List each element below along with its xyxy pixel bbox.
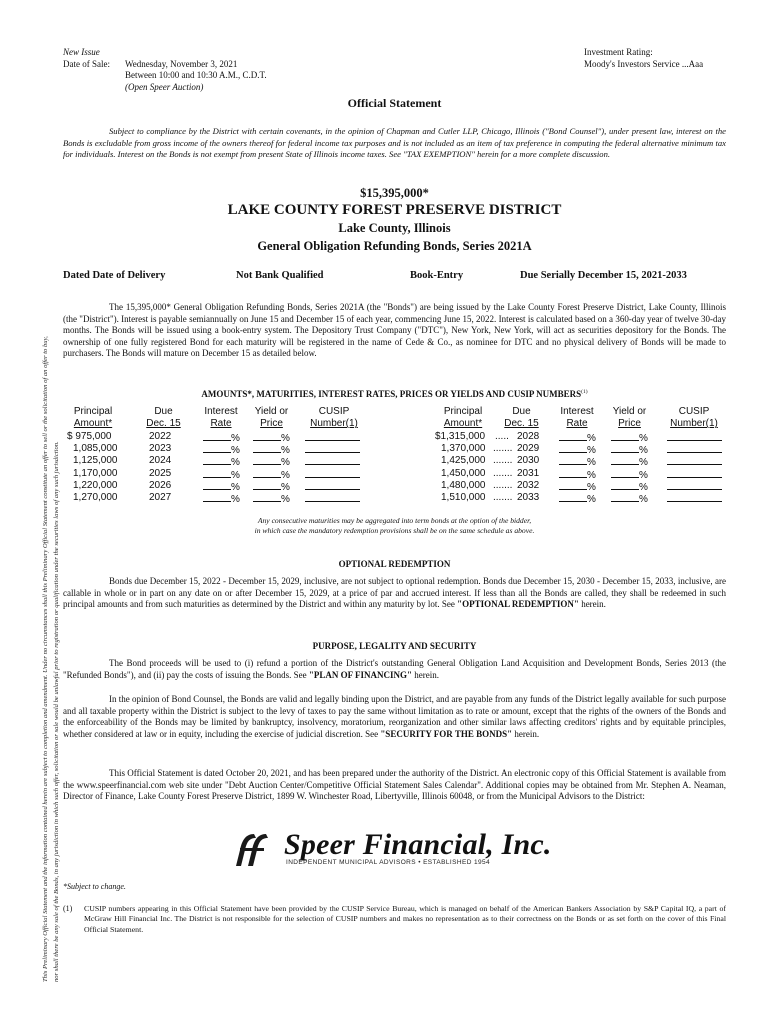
row-price-pct: % <box>639 469 648 481</box>
row-year: 2022 <box>149 431 172 442</box>
table-row <box>433 468 733 480</box>
hdr-interest: Interest <box>560 406 594 417</box>
row-amount: 1,425,000 <box>441 455 486 467</box>
maturities-heading-text: AMOUNTS*, MATURITIES, INTEREST RATES, PRICES OR YIELDS AND CUSIP NUMBERS <box>201 389 582 399</box>
hdr-due: Due <box>154 406 173 417</box>
purpose-paragraph-2 <box>63 694 726 740</box>
row-price-pct: % <box>281 433 290 444</box>
optional-redemption-ref: "OPTIONAL REDEMPTION" <box>457 599 579 610</box>
row-amount: 1,370,000 <box>441 443 486 455</box>
purpose-p2-body: In the opinion of Bond Counsel, the Bonds are valid and legally binding upon the District, and are payable from any funds of the District legally available for such purpose and all taxable property within the District is subject to the levy of taxes to pay the same without limitation as to rate or amount, except that the rights of the owners of the Bonds and the enforceability of the Bonds may be limited by bankruptcy, insolvency, moratorium, reorganization and other similar laws affecting creditors' rights and by equitable principles, whether considered at law or in equity, including the exercise of judicial discretion. See <box>63 694 726 739</box>
row-year: 2023 <box>149 443 172 455</box>
row-rate-pct: % <box>587 445 596 457</box>
table-row <box>63 443 373 455</box>
row-year: 2025 <box>149 467 172 479</box>
side-disclaimer <box>0 0 73 1024</box>
row-year: 2033 <box>517 491 540 503</box>
purpose-p1-body: The Bond proceeds will be used to (i) refund a portion of the District's outstanding General Obligation Land Acquisition and Development Bonds, Series 2013 (the "Refunded Bonds"), and (ii) pay the costs of issuing the Bonds. See <box>63 658 726 680</box>
hdr-yield-left <box>249 406 294 431</box>
purpose-paragraph-3: This Official Statement is dated October 20, 2021, and has been prepared under the authority of the District. An electronic copy of this Official Statement is available from the www.speerfinancial.com web site under "Debt Auction Center/Competitive Official Statement Sales Calendar". Additional copies may be obtained from Mr. Stephen A. Neaman, Director of Finance, Lake County Forest Preserve District, 1899 W. Winchester Road, Libertyville, Illinois 60048, or from the Municipal Advisors to the District: <box>63 768 726 802</box>
optional-redemption-tail: herein. <box>578 599 606 610</box>
disclaimer-line-2: nor shall there be any sale of the Bonds, in any jurisdiction in which such offer, solicitation or sale would be unlawful prior to registration or qualification under the securities laws of any such jurisdiction. <box>53 441 60 982</box>
footnote-number: (1) <box>63 904 73 913</box>
row-leader: ..... <box>495 431 509 442</box>
row-price-pct: % <box>639 493 648 505</box>
row-year: 2030 <box>517 455 540 467</box>
table-row <box>63 480 373 492</box>
hdr-interest-left <box>197 406 245 431</box>
aggregation-note-line-1: Any consecutive maturities may be aggregated into term bonds at the option of the bidder, <box>257 516 532 525</box>
optional-redemption-body: Bonds due December 15, 2022 - December 15, 2029, inclusive, are not subject to optional redemption. Bonds due December 15, 2030 - December 15, 2033, inclusive, are callable in whole or in part on any date on or after December 15, 2029, at a price of par and accrued interest. If less than all the Bonds are called, they shall be redeemed in such principal amounts and from such maturities as determined by the District and within any maturity by lot. See <box>63 576 726 610</box>
row-rate-pct: % <box>231 433 240 444</box>
table-row <box>433 455 733 467</box>
table-row <box>433 480 733 492</box>
speer-logo <box>232 830 552 870</box>
row-rate-pct: % <box>231 445 240 457</box>
row-rate-pct: % <box>587 481 596 493</box>
table-row <box>63 492 373 504</box>
optional-redemption-heading: OPTIONAL REDEMPTION <box>338 559 451 569</box>
due-serially: Due Serially December 15, 2021-2033 <box>520 270 687 281</box>
rating-info <box>584 47 703 70</box>
row-rate-pct: % <box>587 457 596 469</box>
row-price-pct: % <box>281 457 290 469</box>
table-row <box>433 443 733 455</box>
aggregation-note-line-2: in which case the mandatory redemption provisions shall be on the same schedule as above. <box>254 526 535 535</box>
hdr-rate: Rate <box>566 418 588 430</box>
hdr-number: Number(1) <box>670 418 718 430</box>
speer-emblem-icon <box>232 830 282 870</box>
row-amount: 1,170,000 <box>73 467 118 479</box>
maturities-heading-sup: (1) <box>581 389 588 395</box>
row-rate-pct: % <box>587 433 596 444</box>
row-price-pct: % <box>281 445 290 457</box>
row-leader: ....... <box>493 491 513 503</box>
row-amount: 1,450,000 <box>441 467 486 479</box>
hdr-interest: Interest <box>204 406 238 417</box>
table-row <box>63 455 373 467</box>
row-year: 2029 <box>517 443 540 455</box>
hdr-due-right <box>499 406 544 431</box>
row-price-pct: % <box>281 469 290 481</box>
hdr-principal-left <box>63 406 123 431</box>
sale-time: Between 10:00 and 10:30 A.M., C.D.T. <box>125 70 267 80</box>
row-cusip <box>667 492 722 506</box>
disclaimer-text <box>40 0 62 982</box>
dated-date: Dated Date of Delivery <box>63 270 166 281</box>
maturity-table <box>63 406 733 506</box>
rating-value: Moody's Investors Service ...Aaa <box>584 58 704 69</box>
row-rate-pct: % <box>231 469 240 481</box>
hdr-due: Due <box>512 406 531 417</box>
tax-intro: Subject to compliance by the District with certain covenants, in the opinion of Chapman and Cutler LLP, Chicago, Illinois ("Bond Counsel"), under present law, interest on the Bonds is excludable from gross income of the owners thereof for federal income tax purposes and is not included as an item of tax preference in computing the federal alternative minimum tax for individuals. Interest on the Bonds is not exempt from present State of Illinois income taxes. See "TAX EXEMPTION" herein for a more complete discussion. <box>63 126 726 159</box>
hdr-cusip-left <box>303 406 365 431</box>
bank-qualified: Not Bank Qualified <box>236 270 324 281</box>
row-leader: ....... <box>493 455 513 467</box>
rating-label: Investment Rating: <box>584 47 653 57</box>
row-year: 2032 <box>517 479 540 491</box>
purpose-paragraph-1 <box>63 658 726 681</box>
issue-amount: $15,395,000* <box>360 186 429 200</box>
hdr-principal: Principal <box>73 406 113 417</box>
page-title: Official Statement <box>347 96 442 110</box>
hdr-cusip-right <box>663 406 725 431</box>
row-amount: 1,085,000 <box>73 443 118 455</box>
row-year: 2027 <box>149 491 172 503</box>
book-entry: Book-Entry <box>410 270 464 281</box>
row-amount: 1,125,000 <box>73 455 118 467</box>
row-rate-pct: % <box>231 493 240 505</box>
purpose-p1-ref: "PLAN OF FINANCING" <box>308 669 412 680</box>
row-price-pct: % <box>639 445 648 457</box>
aggregation-note <box>63 516 726 536</box>
hdr-yield: Yield or <box>254 406 289 417</box>
hdr-cusip: CUSIP <box>318 406 350 417</box>
hdr-price: Price <box>260 418 283 430</box>
right-rows <box>433 431 733 504</box>
bond-series: General Obligation Refunding Bonds, Series 2021A <box>257 239 532 253</box>
row-year: 2024 <box>149 455 172 467</box>
purpose-p2-tail: herein. <box>512 728 540 739</box>
date-of-sale: Wednesday, November 3, 2021 <box>125 58 238 69</box>
row-rate-pct: % <box>587 493 596 505</box>
row-price-pct: % <box>639 481 648 493</box>
table-row <box>433 492 733 504</box>
hdr-dec15: Dec. 15 <box>146 418 181 430</box>
row-year: 2026 <box>149 479 172 491</box>
cusip-footnote: CUSIP numbers appearing in this Official Statement have been provided by the CUSIP Service Bureau, which is managed on behalf of the American Bankers Association by S&P Capital IQ, a part of McGraw Hill Financial Inc. The District is not responsible for the selection of CUSIP numbers and makes no representation as to their correctness on the Bonds or as set forth on the cover of this Final Official Statement. <box>84 904 726 934</box>
issuer-name: LAKE COUNTY FOREST PRESERVE DISTRICT <box>227 202 562 218</box>
row-leader: ....... <box>493 467 513 479</box>
row-amount: $ 975,000 <box>67 431 112 442</box>
purpose-p1-tail: herein. <box>412 669 439 680</box>
subject-to-change-note: *Subject to change. <box>63 882 126 891</box>
table-row <box>433 431 733 443</box>
row-amount: $1,315,000 <box>435 431 486 442</box>
maturities-heading <box>63 389 726 399</box>
speer-logo-tagline: INDEPENDENT MUNICIPAL ADVISORS • ESTABLISHED 1954 <box>286 859 491 866</box>
hdr-yield: Yield or <box>612 406 647 417</box>
table-row <box>63 468 373 480</box>
row-price-pct: % <box>639 457 648 469</box>
row-amount: 1,480,000 <box>441 479 486 491</box>
hdr-rate: Rate <box>210 418 232 430</box>
row-price-pct: % <box>281 481 290 493</box>
left-rows <box>63 431 373 504</box>
row-rate-pct: % <box>231 481 240 493</box>
row-year: 2031 <box>517 467 540 479</box>
disclaimer-line-1: This Preliminary Official Statement and the information contained herein are subject to completion and amendment. Under no circumstances shall this Preliminary Official Statement constitute an offer to sell or the solicitation of an offer to buy, <box>42 336 49 982</box>
purpose-heading: PURPOSE, LEGALITY AND SECURITY <box>312 641 477 651</box>
optional-redemption-text <box>63 576 726 611</box>
hdr-cusip: CUSIP <box>678 406 710 417</box>
row-amount: 1,510,000 <box>441 491 486 503</box>
hdr-interest-right <box>553 406 601 431</box>
hdr-amount: Amount* <box>443 418 483 430</box>
row-amount: 1,270,000 <box>73 491 118 503</box>
auction-type: (Open Speer Auction) <box>125 81 204 92</box>
hdr-price: Price <box>618 418 641 430</box>
date-of-sale-label: Date of Sale: <box>63 58 110 69</box>
row-price-pct: % <box>639 433 648 444</box>
speer-logo-name: Speer Financial, Inc. <box>284 828 552 861</box>
hdr-due-left <box>141 406 186 431</box>
hdr-yield-right <box>607 406 652 431</box>
hdr-number: Number(1) <box>310 418 358 430</box>
new-issue-label: New Issue <box>63 47 100 57</box>
row-amount: 1,220,000 <box>73 479 118 491</box>
row-price-pct: % <box>281 493 290 505</box>
row-rate-pct: % <box>587 469 596 481</box>
row-year: 2028 <box>517 431 540 442</box>
issue-info <box>63 47 267 93</box>
row-leader: ....... <box>493 443 513 455</box>
table-row <box>63 431 373 443</box>
bond-description: The 15,395,000* General Obligation Refunding Bonds, Series 2021A (the "Bonds") are being issued by the Lake County Forest Preserve District, Lake County, Illinois (the "District"). Interest is payable semiannually on June 15 and December 15 of each year, commencing June 15, 2022. Interest is calculated based on a 360-day year of twelve 30-day months. The Bonds will be issued using a book-entry system. The Depository Trust Company ("DTC"), New York, New York, will act as securities depository for the Bonds. The ownership of one fully registered Bond for each maturity will be registered in the name of Cede & Co., as nominee for DTC and no physical delivery of Bonds will be made to purchasers. The Bonds will mature on December 15 as detailed below. <box>63 302 726 359</box>
hdr-principal: Principal <box>443 406 483 417</box>
row-leader: ....... <box>493 479 513 491</box>
county-name: Lake County, Illinois <box>338 221 451 235</box>
hdr-amount: Amount* <box>73 418 113 430</box>
row-rate-pct: % <box>231 457 240 469</box>
purpose-p2-ref: "SECURITY FOR THE BONDS" <box>380 728 513 739</box>
hdr-dec15: Dec. 15 <box>504 418 539 430</box>
row-cusip <box>305 492 360 506</box>
hdr-principal-right <box>431 406 495 431</box>
